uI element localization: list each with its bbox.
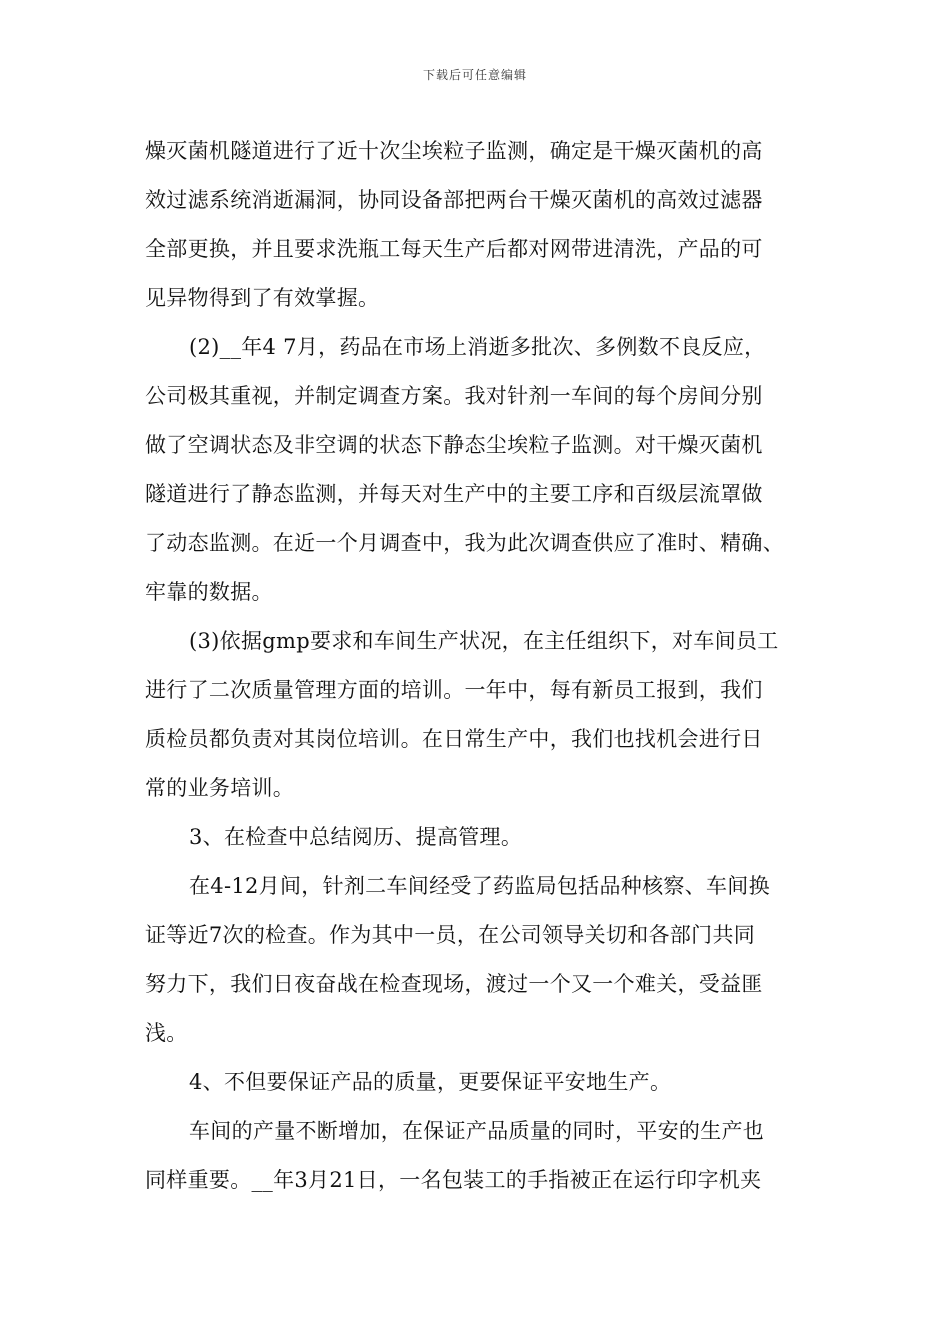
section-heading-line: 4、不但要保证产品的质量，更要保证平安地生产。 bbox=[189, 1070, 672, 1094]
text-line: 效过滤系统消逝漏洞，协同设备部把两台干燥灭菌机的高效过滤器 bbox=[145, 188, 763, 212]
text-line: 见异物得到了有效掌握。 bbox=[145, 286, 380, 310]
text-line: 全部更换，并且要求洗瓶工每天生产后都对网带进清洗，产品的可 bbox=[145, 237, 763, 261]
text-line: 常的业务培训。 bbox=[145, 776, 295, 800]
text-line: 同样重要。__年3月21日，一名包装工的手指被正在运行印字机夹 bbox=[145, 1168, 762, 1192]
document-body bbox=[145, 127, 810, 1205]
text-line: 证等近7次的检查。作为其中一员，在公司领导关切和各部门共同 bbox=[145, 923, 756, 947]
text-line: 质检员都负责对其岗位培训。在日常生产中，我们也找机会进行日 bbox=[145, 727, 763, 751]
paragraph-start-line: (3)依据gmp要求和车间生产状况，在主任组织下，对车间员工 bbox=[189, 629, 779, 653]
text-line: 努力下，我们日夜奋战在检查现场，渡过一个又一个难关，受益匪 bbox=[145, 972, 763, 996]
text-line: 了动态监测。在近一个月调查中，我为此次调查供应了准时、精确、 bbox=[145, 531, 784, 555]
paragraph-start-line: 车间的产量不断增加，在保证产品质量的同时，平安的生产也 bbox=[189, 1119, 765, 1143]
text-line: 燥灭菌机隧道进行了近十次尘埃粒子监测，确定是干燥灭菌机的高 bbox=[145, 139, 763, 163]
text-line: 牢靠的数据。 bbox=[145, 580, 273, 604]
paragraph-start-line: (2)__年4 7月，药品在市场上消逝多批次、多例数不良反应， bbox=[189, 335, 766, 359]
text-line: 进行了二次质量管理方面的培训。一年中，每有新员工报到，我们 bbox=[145, 678, 763, 702]
text-line: 隧道进行了静态监测，并每天对生产中的主要工序和百级层流罩做 bbox=[145, 482, 763, 506]
text-line: 浅。 bbox=[145, 1021, 188, 1045]
paragraph-start-line: 在4-12月间，针剂二车间经受了药监局包括品种核察、车间换 bbox=[189, 874, 770, 898]
section-heading-line: 3、在检查中总结阅历、提高管理。 bbox=[189, 825, 523, 849]
text-line: 做了空调状态及非空调的状态下静态尘埃粒子监测。对干燥灭菌机 bbox=[145, 433, 763, 457]
page-header: 下载后可任意编辑 bbox=[422, 68, 527, 82]
text-line: 公司极其重视，并制定调查方案。我对针剂一车间的每个房间分别 bbox=[145, 384, 763, 408]
